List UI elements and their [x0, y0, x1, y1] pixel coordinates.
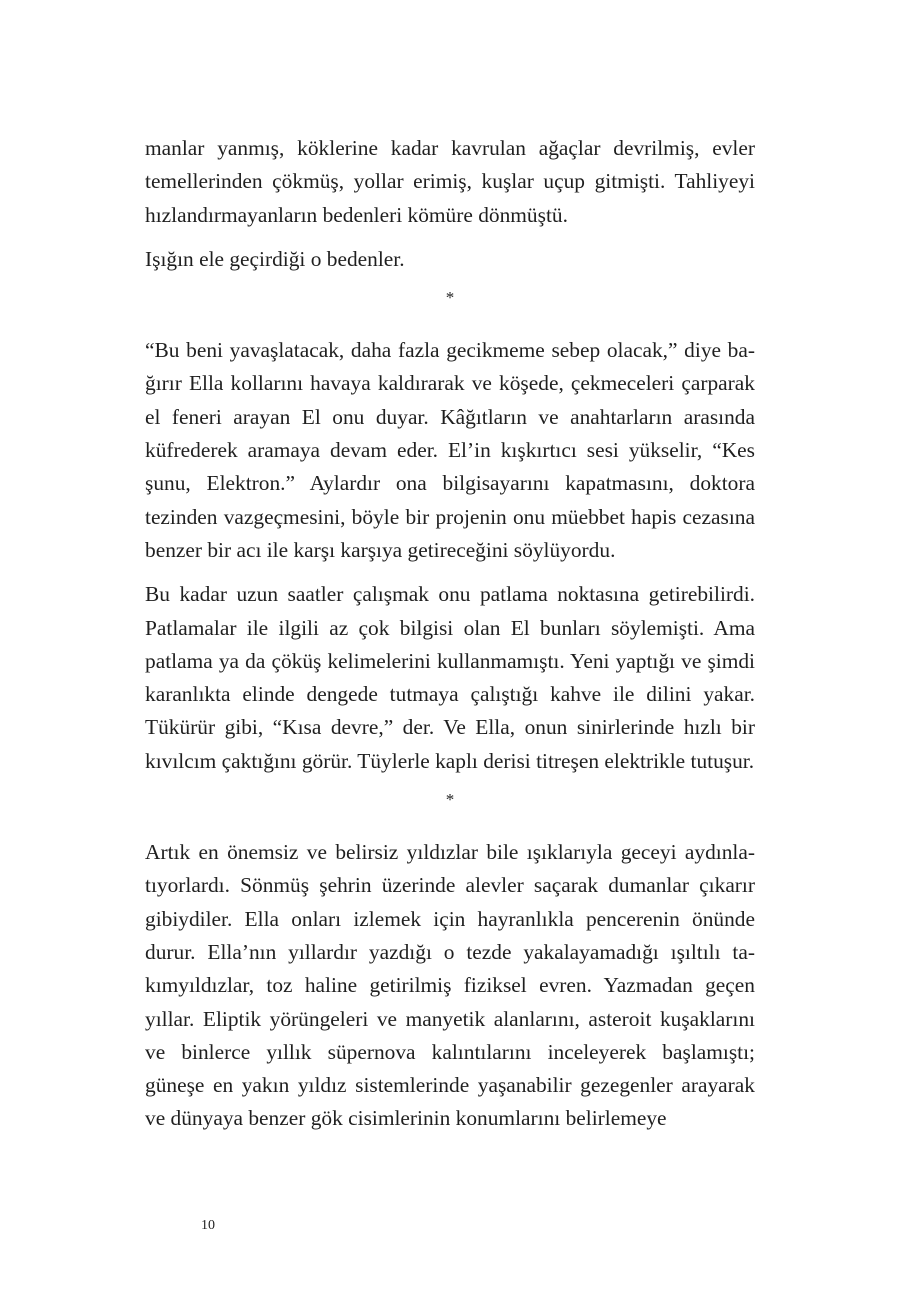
paragraph: “Bu beni yavaşlatacak, daha fazla gecikmeme sebep olacak,” diye bağırır Ella kollarını havaya kaldırarak ve köşede, çekmeceleri çarparak el feneri arayan El onu duyar. Kâğıtların ve anahtarların arasında küfrederek aramaya devam eder. El’in kışkırtıcı sesi yükselir, “Kes şunu, Elektron.” Aylardır ona bilgisayarını kapatmasını, doktora tezinden vazgeçmesini, böyle bir projenin onu müebbet hapis cezasına benzer bir acı ile karşı karşıya getireceğini söylüyordu.: [145, 338, 755, 562]
section-separator: *: [445, 790, 455, 810]
paragraph: Artık en önemsiz ve belirsiz yıldızlar bile ışıklarıyla geceyi aydınlatıyorlardı. Sönmüş şehrin üzerinde alevler saçarak dumanlar çıkarır gibiydiler. Ella onları izlemek için hayranlıkla pencerenin önünde durur. Ella’nın yıllardır yazdığı o tezde yakalayamadığı ışıltılı takımyıldızlar, toz haline getirilmiş fiziksel evren. Yazmadan geçen yıllar. Eliptik yörüngeleri ve manyetik alanlarını, asteroit kuşaklarını ve binlerce yıllık süpernova kalıntılarını inceleyerek başlamıştı; güneşe en yakın yıldız sistemlerinde yaşanabilir gezegenler arayarak ve dünyaya benzer gök cisimlerinin konumlarını belirlemeye: [145, 840, 755, 1131]
page-number: 10: [201, 1218, 215, 1233]
body-text: [145, 132, 755, 1147]
paragraph: Işığın ele geçirdiği o bedenler.: [145, 246, 405, 271]
paragraph: manlar yanmış, köklerine kadar kavrulan ağaçlar devrilmiş, evler temellerinden çökmüş, yollar erimiş, kuşlar uçup gitmişti. Tahliyeyi hızlandırmayanların bedenleri kömüre dönmüştü.: [145, 136, 755, 227]
paragraph: Bu kadar uzun saatler çalışmak onu patlama noktasına getirebilirdi. Patlamalar ile ilgili az çok bilgisi olan El bunları söylemişti. Ama patlama ya da çöküş kelimelerini kullanmamıştı. Yeni yaptığı ve şimdi karanlıkta elinde dengede tutmaya çalıştığı kahve ile dilini yakar. Tükürür gibi, “Kısa devre,” der. Ve Ella, onun sinirlerinde hızlı bir kıvılcım çaktığını görür. Tüylerle kaplı derisi titreşen elektrikle tutuşur.: [145, 582, 755, 773]
section-separator: *: [445, 288, 455, 308]
